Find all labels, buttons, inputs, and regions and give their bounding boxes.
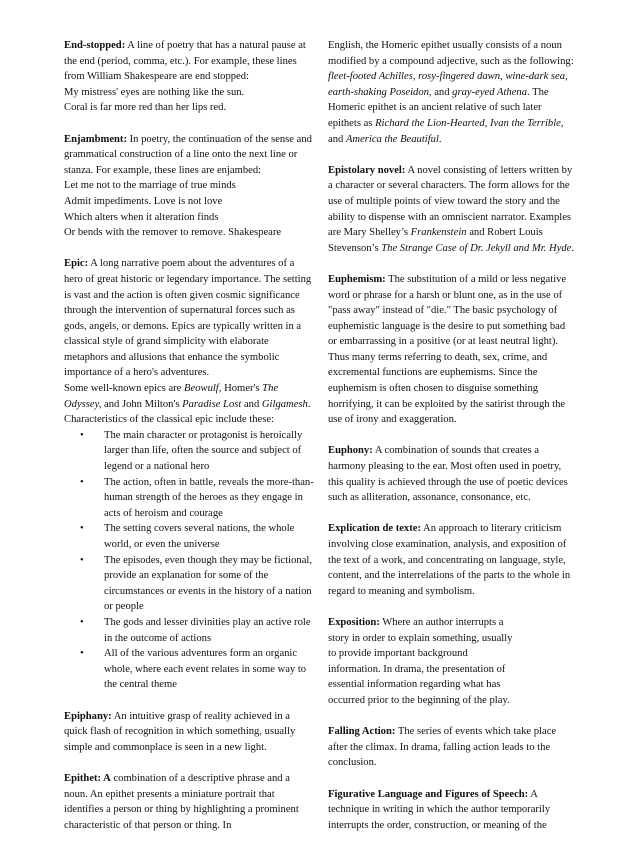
entry-epithet-continued: [328, 38, 574, 147]
definition-text: A technique in writing in which the author temporarily interrupts the order, construction, or meaning of the: [328, 788, 551, 831]
entry-paragraph: [64, 771, 314, 833]
entry-euphemism: [328, 272, 574, 428]
definition-text: The substitution of a mild or less negative word or phrase for a harsh or blunt one, as in the use of "pass away" instead of "die." The basic psychology of euphemistic language is the desire to put something bad or embarrassing in a positive (or at least neutral light). Thus many terms referring to death, sex, crime, and excremental functions are euphemisms. Since the euphemism is often chosen to disguise something horrifying, it can be exploited by the satirist through the use of irony and exaggeration.: [328, 273, 567, 426]
term-heading: Epic:: [64, 258, 89, 270]
list-item: • The setting covers several nations, the whole world, or even the universe: [104, 521, 314, 552]
definition-text: A line of poetry that has a natural pause at the end (period, comma, etc.). For example, these lines from William Shakespeare are end stopped:: [64, 40, 306, 83]
term-heading: Explication de texte:: [328, 523, 421, 535]
entry-line: [328, 615, 574, 631]
entry-line: occurred prior to the beginning of the play.: [328, 694, 510, 706]
example-phrase: gray-eyed Athena: [452, 86, 527, 98]
work-title: The Odyssey,: [64, 383, 279, 410]
text-run: and: [241, 398, 262, 410]
entry-euphony: [328, 443, 574, 505]
term-heading: Epiphany:: [64, 710, 112, 722]
text-run: ,: [565, 71, 568, 83]
entry-figurative-language: [328, 787, 574, 834]
work-title: Beowulf: [184, 383, 219, 395]
term-heading: Falling Action:: [328, 726, 396, 738]
definition-text: An approach to literary criticism involving close examination, analysis, and exposition of the text of a work, and concentrating on language, style, content, and the interrelations of the parts to the whole in regard to meaning and symbolism.: [328, 523, 571, 597]
entry-paragraph: [328, 163, 574, 257]
term-heading: End-stopped:: [64, 40, 126, 51]
entry-line: essential information regarding what has: [328, 679, 501, 691]
work-title: Paradise Lost: [182, 398, 242, 410]
term-heading: Enjambment:: [64, 133, 127, 145]
definition-text: An intuitive grasp of reality achieved in a quick flash of recognition in which something, usually simple and commonplace is seen in a new light.: [64, 710, 296, 753]
example-phrase: America the Beautiful: [345, 133, 439, 145]
entry-falling-action: [328, 724, 574, 771]
text-run: . Characteristics of the classical epic include these:: [64, 398, 311, 426]
characteristics-list: [64, 428, 314, 693]
examples-paragraph: [64, 381, 314, 428]
example-phrase: rosy-fingered dawn: [418, 71, 501, 83]
entry-explication-de-texte: [328, 521, 574, 599]
example-phrase: Ivan the Terrible: [490, 117, 561, 129]
definition-text: combination of a descriptive phrase and a noun. An epithet presents a miniature portrait that identifies a person or thing by highlighting a prominent characteristic of that person or thing. In: [64, 772, 299, 831]
text-run: Some well-known epics are: [64, 383, 185, 395]
entry-epistolary-novel: [328, 163, 574, 257]
entry-paragraph: [328, 787, 574, 834]
example-phrase: fleet-footed Achilles: [328, 71, 413, 83]
verse-line: Which alters when it alteration finds: [64, 211, 219, 223]
verse-line: Or bends with the remover to remove. Shakespeare: [64, 227, 282, 239]
verse-line: Let me not to the marriage of true minds: [64, 180, 236, 192]
example-phrase: Richard the Lion-Hearted: [375, 117, 485, 129]
entry-paragraph: [328, 443, 574, 505]
text-run: and John Milton's: [101, 398, 183, 410]
text-run: , and: [428, 86, 453, 98]
work-title: Frankenstein: [410, 227, 467, 239]
work-title: Gilgamesh: [261, 398, 308, 410]
entry-line: information. In drama, the presentation of: [328, 663, 506, 675]
list-item: • All of the various adventures form an organic whole, where each event relates in some way to the central theme: [104, 646, 314, 693]
entry-paragraph: [328, 724, 574, 771]
term-heading: Euphony:: [328, 445, 373, 457]
term-heading: Figurative Language and Figures of Speech:: [328, 788, 529, 800]
entry-paragraph: [328, 521, 574, 599]
verse-line: Admit impediments. Love is not love: [64, 195, 223, 207]
example-phrase: earth-shaking Poseidon: [328, 86, 429, 98]
text-run: ,: [500, 71, 506, 83]
entry-exposition: [328, 615, 574, 709]
entry-line: story in order to explain something, usually: [328, 632, 513, 644]
text-run: , Homer's: [218, 383, 263, 395]
work-title: The Strange Case of Dr. Jekyll and Mr. Hyde: [381, 242, 572, 254]
example-phrase: wine-dark sea: [505, 71, 566, 83]
list-item: • The episodes, even though they may be fictional, provide an explanation for some of the circumstances or events in the history of a nation or people: [104, 553, 314, 615]
entry-paragraph: [64, 38, 314, 85]
list-item: • The main character or protagonist is heroically larger than life, often the source and subject of legend or a national hero: [104, 428, 314, 475]
list-item: • The gods and lesser divinities play an active role in the outcome of actions: [104, 615, 314, 646]
entry-paragraph: [328, 272, 574, 428]
verse-line: Coral is far more red than her lips red.: [64, 102, 227, 114]
entry-line: to provide important background: [328, 648, 468, 660]
text-run: ,: [484, 117, 491, 129]
text-run: , and: [328, 117, 564, 145]
text-run: English, the Homeric epithet usually consists of a noun modified by a compound adjective, such as the following:: [328, 40, 574, 67]
text-run: ,: [412, 71, 419, 83]
entry-enjambment: [64, 132, 314, 241]
entry-end-stopped: [64, 38, 314, 116]
right-column: [328, 38, 574, 849]
entry-epiphany: [64, 709, 314, 756]
definition-text: A long narrative poem about the adventures of a hero of great historic or legendary importance. The setting is vast and the action is often given cosmic significance through the intervention of supernatural forces such as gods, angels, or demons. Epics are typically written in a classical style of grand simplicity with elaborate metaphors and allusions that enhance the symbolic importance of a hero's adventures.: [64, 258, 312, 379]
text-run: .: [571, 242, 574, 254]
left-column: [64, 38, 314, 849]
text-run: .: [438, 133, 442, 145]
entry-paragraph: [328, 38, 574, 147]
entry-paragraph: [64, 132, 314, 179]
definition-text: The series of events which take place after the climax. In drama, falling action leads to the conclusion.: [328, 726, 557, 769]
entry-epithet: [64, 771, 314, 833]
term-heading: Epistolary novel:: [328, 164, 406, 176]
definition-text: A combination of sounds that creates a harmony pleasing to the ear. Most often used in poetry, this quality is achieved through the use of poetic devices such as alliteration, assonance, consonance, etc.: [328, 445, 568, 504]
entry-epic: [64, 256, 314, 693]
entry-paragraph: [64, 709, 314, 756]
verse-line: My mistress' eyes are nothing like the sun.: [64, 86, 245, 98]
term-heading: Exposition:: [328, 616, 380, 628]
term-heading: Euphemism:: [328, 273, 386, 285]
entry-paragraph: [64, 256, 314, 381]
definition-text: In poetry, the continuation of the sense and grammatical construction of a line onto the next line or stanza. For example, these lines are enjambed:: [64, 133, 312, 176]
list-item: • The action, often in battle, reveals the more-than-human strength of the heroes as they engage in acts of heroism and courage: [104, 475, 314, 522]
term-heading: Epithet: A: [64, 772, 111, 784]
definition-text: A novel consisting of letters written by a character or several characters. The form allows for the use of multiple points of view toward the story and the ability to dispense with an omniscient narrator. Examples are Mary Shelley’s: [328, 164, 573, 239]
text-run: and Robert Louis Stevenson’s: [328, 227, 543, 254]
definition-text: Where an author interrupts a: [379, 616, 504, 628]
text-run: . The Homeric epithet is an ancient relative of such later epithets as: [328, 86, 549, 129]
